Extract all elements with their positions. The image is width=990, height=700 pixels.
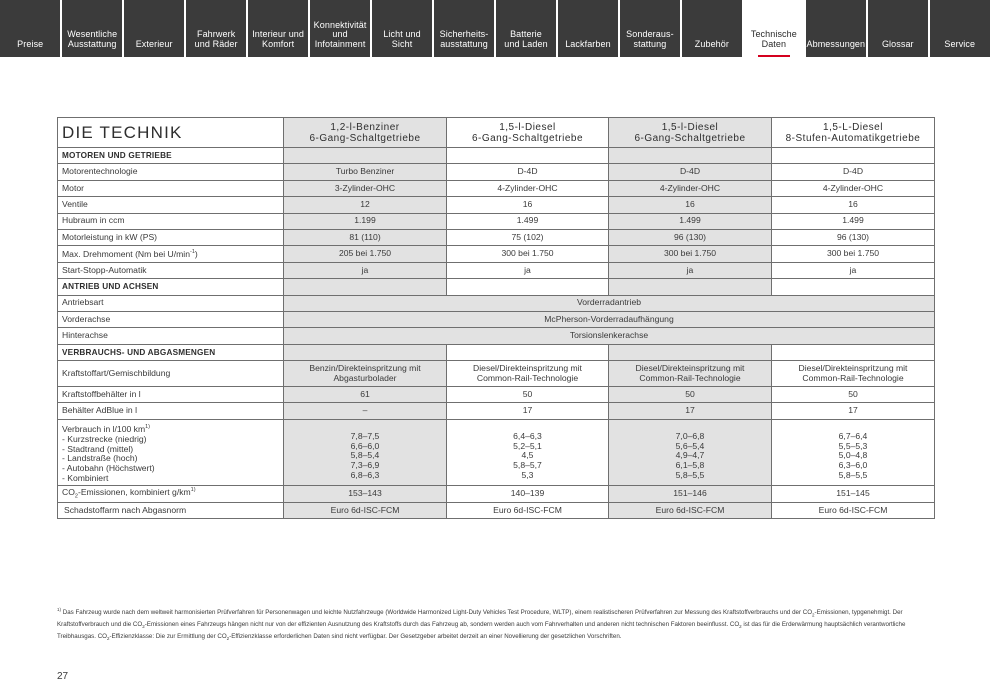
table-cell: 4-Zylinder-OHC (772, 180, 935, 196)
table-cell: Diesel/Direkteinspritzung mit Common-Rail-Technologie (447, 361, 609, 387)
table-cell: 7,8–7,5 6,6–6,0 5,8–5,4 7,3–6,9 6,8–6,3 (284, 419, 447, 485)
table-row (58, 164, 935, 180)
table-cell: 1.499 (772, 213, 935, 229)
row-label (58, 419, 284, 485)
nav-tab-licht-und-sicht[interactable]: Licht und Sicht (372, 0, 432, 57)
row-label: Vorderachse (58, 311, 284, 327)
table-cell: 151–145 (772, 485, 935, 502)
row-label-text: Max. Drehmoment (Nm bei U/min (62, 249, 190, 260)
nav-tab-wesentliche-ausstattung[interactable]: Wesentliche Ausstattung (62, 0, 122, 57)
table-row (58, 503, 935, 519)
column-gearbox: 8-Stufen-Automatikgetriebe (785, 132, 921, 144)
row-label-superscript: -1 (189, 249, 195, 256)
footnote-text: -Emissionen, typgenehmigt. Der Kraftstoffverbrauch und die CO (57, 609, 903, 628)
column-engine: 1,5-L-Diesel (823, 121, 883, 133)
table-row-consumption (58, 419, 935, 485)
row-label: Motorentechnologie (58, 164, 284, 180)
row-label (58, 485, 284, 502)
table-row (58, 197, 935, 213)
table-cell: 300 bei 1.750 (609, 246, 772, 262)
table-row (58, 213, 935, 229)
row-label-superscript: 1) (145, 423, 151, 430)
table-cell (284, 148, 447, 164)
footnote-marker: 1) (57, 607, 62, 612)
table-cell: 17 (609, 403, 772, 419)
table-cell: 81 (110) (284, 229, 447, 245)
table-cell (609, 279, 772, 295)
nav-tab-fahrwerk[interactable]: Fahrwerk und Räder (186, 0, 246, 57)
row-label-text: Verbrauch in l/100 km (62, 423, 146, 434)
table-cell: 140–139 (447, 485, 609, 502)
table-cell (609, 148, 772, 164)
row-label: Hinterachse (58, 328, 284, 344)
table-row (58, 229, 935, 245)
table-cell: Euro 6d-ISC-FCM (447, 503, 609, 519)
table-cell (284, 279, 447, 295)
table-cell: 75 (102) (447, 229, 609, 245)
table-cell-merged: McPherson-Vorderradaufhängung (284, 311, 935, 327)
row-label (58, 246, 284, 262)
table-cell: Diesel/Direkteinspritzung mit Common-Rail-Technologie (609, 361, 772, 387)
row-label-text: -Emissionen, kombiniert g/km (77, 486, 191, 497)
table-row (58, 403, 935, 419)
table-cell: 16 (447, 197, 609, 213)
table-cell-merged: Torsionslenkerachse (284, 328, 935, 344)
footnote-text: -Effizienzklasse erforderlichen Daten sind nicht verfügbar. Der Gesetzgeber arbeitet derzeit an einer Novellierung der gesetzlichen Vorschriften. (229, 632, 622, 640)
technical-data-table (57, 117, 935, 519)
table-cell: 205 bei 1.750 (284, 246, 447, 262)
nav-tab-glossar[interactable]: Glossar (868, 0, 928, 57)
table-cell: 1.199 (284, 213, 447, 229)
table-row (58, 485, 935, 502)
nav-tab-preise[interactable]: Preise (0, 0, 60, 57)
table-cell: Euro 6d-ISC-FCM (772, 503, 935, 519)
row-label: Behälter AdBlue in l (58, 403, 284, 419)
table-cell: D-4D (609, 164, 772, 180)
row-label: Antriebsart (58, 295, 284, 311)
footnote-subscript: 2 (739, 624, 742, 630)
column-engine: 1,5-l-Diesel (499, 121, 556, 133)
table-cell (772, 344, 935, 360)
table-cell: Turbo Benziner (284, 164, 447, 180)
section-header-row (58, 148, 935, 164)
row-label: Kraftstoffbehälter in l (58, 387, 284, 403)
row-label-subscript: 2 (74, 493, 78, 500)
nav-tab-exterieur[interactable]: Exterieur (124, 0, 184, 57)
table-row (58, 262, 935, 278)
table-cell: 7,0–6,8 5,6–5,4 4,9–4,7 6,1–5,8 5,8–5,5 (609, 419, 772, 485)
table-cell: 3-Zylinder-OHC (284, 180, 447, 196)
table-row (58, 387, 935, 403)
footnote-text: ist das für die Erderwärmung hauptsächlich verantwortliche Treibhausgas. CO (57, 620, 906, 640)
row-label-end: ) (194, 249, 198, 260)
table-cell: ja (447, 262, 609, 278)
row-label: Start-Stopp-Automatik (58, 262, 284, 278)
table-cell: Euro 6d-ISC-FCM (609, 503, 772, 519)
table-cell: – (284, 403, 447, 419)
table-cell: Euro 6d-ISC-FCM (284, 503, 447, 519)
table-cell: 4-Zylinder-OHC (609, 180, 772, 196)
table-cell-merged: Vorderradantrieb (284, 295, 935, 311)
table-cell: 153–143 (284, 485, 447, 502)
table-cell: 96 (130) (772, 229, 935, 245)
column-gearbox: 6-Gang-Schaltgetriebe (309, 132, 421, 144)
table-cell: ja (609, 262, 772, 278)
table-row (58, 295, 935, 311)
table-cell: 50 (609, 387, 772, 403)
section-title-motoren: MOTOREN UND GETRIEBE (58, 148, 284, 164)
nav-tab-service[interactable]: Service (930, 0, 990, 57)
table-cell: 16 (609, 197, 772, 213)
nav-tab-sonderausstattung[interactable]: Sonderaus- stattung (620, 0, 680, 57)
footnote-subscript: 2 (106, 635, 110, 641)
table-cell: 50 (772, 387, 935, 403)
table-cell: 151–146 (609, 485, 772, 502)
row-label-items: - Kurzstrecke (niedrig) - Stadtrand (mittel) - Landstraße (hoch) - Autobahn (Höchstwert) - Kombiniert (62, 433, 155, 484)
table-cell: Diesel/Direkteinspritzung mit Common-Rail-Technologie (772, 361, 935, 387)
table-cell (609, 344, 772, 360)
table-cell (772, 148, 935, 164)
table-row (58, 246, 935, 262)
footnote-subscript: 2 (226, 635, 230, 641)
table-cell: 61 (284, 387, 447, 403)
nav-tab-batterie[interactable]: Batterie und Laden (496, 0, 556, 57)
column-gearbox: 6-Gang-Schaltgetriebe (471, 132, 584, 144)
footnote (57, 605, 935, 644)
table-cell (447, 148, 609, 164)
section-title-antrieb: ANTRIEB UND ACHSEN (58, 279, 284, 295)
section-header-row (58, 344, 935, 360)
nav-tab-abmessungen[interactable]: Abmessungen (806, 0, 866, 57)
footnote-text: Das Fahrzeug wurde nach dem weltweit harmonisierten Prüfverfahren für Personenwagen und leichte Nutzfahrzeuge (Worldwide Harmonized Light-Duty Vehicles Test Procedure, WLTP), einem realistischeren Prüfverfahren zur Messung des Kraftstoffverbrauchs und der CO (61, 609, 813, 617)
footnote-subscript: 2 (812, 612, 815, 618)
table-cell: 17 (447, 403, 609, 419)
footnote-subscript: 2 (142, 624, 145, 630)
row-label: Motorleistung in kW (PS) (58, 229, 284, 245)
table-cell: 300 bei 1.750 (772, 246, 935, 262)
table-cell: 6,7–6,4 5,5–5,3 5,0–4,8 6,3–6,0 5,8–5,5 (772, 419, 935, 485)
table-title: DIE TECHNIK (58, 118, 284, 148)
nav-tab-lackfarben[interactable]: Lackfarben (558, 0, 618, 57)
table-cell: D-4D (447, 164, 609, 180)
table-cell: 1.499 (609, 213, 772, 229)
page-number: 27 (57, 671, 69, 682)
table-cell (284, 344, 447, 360)
table-cell: 6,4–6,3 5,2–5,1 4,5 5,8–5,7 5,3 (447, 419, 609, 485)
table-cell: 12 (284, 197, 447, 213)
table-cell: 17 (772, 403, 935, 419)
table-cell: D-4D (772, 164, 935, 180)
row-label: Hubraum in ccm (58, 213, 284, 229)
row-label: Ventile (58, 197, 284, 213)
nav-tab-sicherheitsausstattung[interactable]: Sicherheits- ausstattung (434, 0, 494, 57)
footnote-text: -Emissionen eines Fahrzeugs hängen nicht nur von der effizienten Ausnutzung des Kraftstoffs durch das Fahrzeug ab, sondern werden auch vom Fahrverhalten und anderen nicht technischen Faktoren beeinflusst. CO (144, 620, 740, 628)
row-label-superscript: 1) (190, 486, 196, 493)
top-navigation (0, 0, 990, 57)
row-label: Motor (58, 180, 284, 196)
column-header (772, 118, 935, 148)
column-header (447, 118, 609, 148)
nav-tab-zubehoer[interactable]: Zubehör (682, 0, 742, 57)
table-cell (447, 344, 609, 360)
table-row (58, 328, 935, 344)
table-cell: 50 (447, 387, 609, 403)
table-cell: 16 (772, 197, 935, 213)
table-cell: 1.499 (447, 213, 609, 229)
nav-tab-konnektivitaet[interactable]: Konnektivität und Infotainment (310, 0, 370, 57)
table-cell: ja (284, 262, 447, 278)
section-header-row (58, 279, 935, 295)
column-header (284, 118, 447, 148)
column-engine: 1,5-l-Diesel (661, 121, 719, 133)
table-row (58, 361, 935, 387)
row-label-text: CO (62, 486, 75, 497)
nav-tab-interieur[interactable]: Interieur und Komfort (248, 0, 308, 57)
table-row (58, 180, 935, 196)
table-cell (447, 279, 609, 295)
table-cell: Benzin/Direkteinspritzung mit Abgasturbolader (284, 361, 447, 387)
column-header (609, 118, 772, 148)
footnote-text: -Effizienzklasse: Die zur Ermittlung der CO (109, 632, 227, 640)
column-engine: 1,2-l-Benziner (330, 121, 400, 133)
table-cell (772, 279, 935, 295)
table-cell: 96 (130) (609, 229, 772, 245)
row-label: Schadstoffarm nach Abgasnorm (58, 503, 284, 519)
table-cell: ja (772, 262, 935, 278)
row-label: Kraftstoffart/Gemischbildung (58, 361, 284, 387)
column-gearbox: 6-Gang-Schaltgetriebe (634, 132, 746, 144)
table-header-row (58, 118, 935, 148)
table-cell: 4-Zylinder-OHC (447, 180, 609, 196)
nav-tab-technische-daten[interactable]: Technische Daten (744, 0, 804, 57)
table-row (58, 311, 935, 327)
section-title-verbrauch: VERBRAUCHS- UND ABGASMENGEN (58, 344, 284, 360)
table-cell: 300 bei 1.750 (447, 246, 609, 262)
